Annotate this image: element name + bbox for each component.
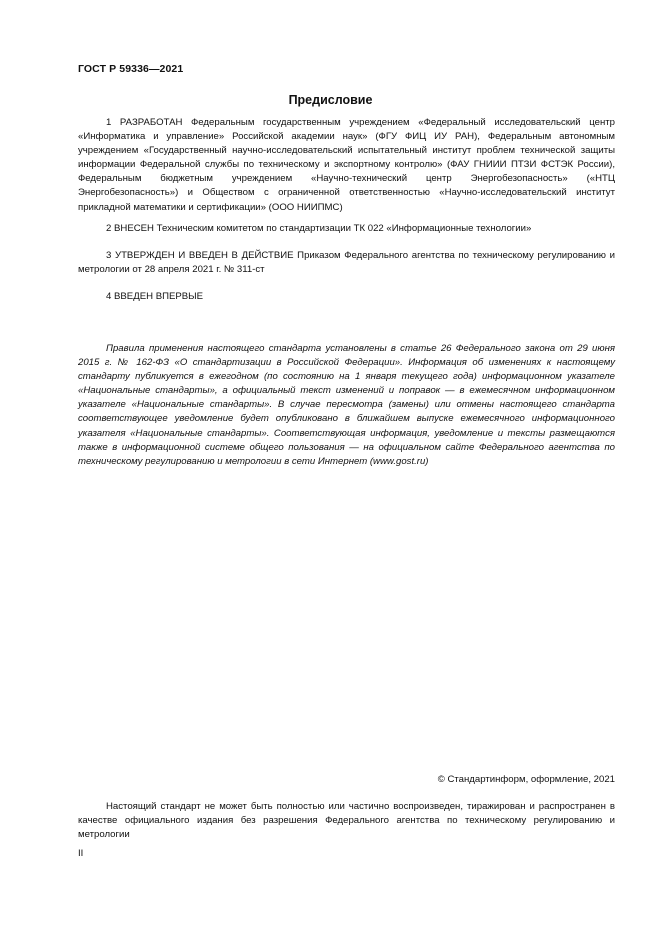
reprint-text: Настоящий стандарт не может быть полностью или частично воспроизведен, тиражирован и распространен в качестве официального издания без разрешения Федерального агентства по техническому регулированию и метрологии bbox=[78, 801, 615, 841]
foreword-paragraph-2 bbox=[78, 222, 615, 236]
paragraph-text: 2 ВНЕСЕН Техническим комитетом по стандартизации ТК 022 «Информационные технологии» bbox=[106, 223, 532, 234]
paragraph-text: 1 РАЗРАБОТАН Федеральным государственным учреждением «Федеральный исследовательский центр «Информатика и управление» Российской академии наук» (ФГУ ФИЦ ИУ РАН), Федеральным автономным учреждением «Государственный научно-исследовательский испытательный институт проблем технической защиты информации Федеральной службы по техническому и экспортному контролю» (ФАУ ГНИИИ ПТЗИ ФСТЭК России), Федеральным бюджетным учреждением «Научно-технический центр Энергобезопасность» («НТЦ Энергобезопасность») и Обществом с ограниченной ответственностью «Научно-исследовательский институт прикладной математики и сертификации» (ООО НИИПМС) bbox=[78, 117, 615, 213]
foreword-paragraph-4 bbox=[78, 290, 615, 304]
note-text: Правила применения настоящего стандарта установлены в статье 26 Федерального закона от 29 июня 2015 г. № 162-ФЗ «О стандартизации в Российской Федерации». Информация об изменениях к настоящему стандарту публикуется в ежегодном (по состоянию на 1 января текущего года) информационном указателе «Национальные стандарты», а официальный текст изменений и поправок — в ежемесячном информационном указателе «Национальные стандарты». В случае пересмотра (замены) или отмены настоящего стандарта соответствующее уведомление будет опубликовано в ближайшем выпуске ежемесячного информационного указателя «Национальные стандарты». Соответствующая информация, уведомление и тексты размещаются также в информационной системе общего пользования — на официальном сайте Федерального агентства по техническому регулированию и метрологии в сети Интернет (www.gost.ru) bbox=[78, 343, 615, 467]
paragraph-text: 4 ВВЕДЕН ВПЕРВЫЕ bbox=[106, 291, 204, 302]
copyright-line: © Стандартинформ, оформление, 2021 bbox=[437, 774, 615, 785]
reprint-notice bbox=[78, 800, 615, 842]
standard-application-note bbox=[78, 342, 615, 469]
page-title: Предисловие bbox=[288, 93, 373, 107]
page-number: II bbox=[78, 848, 84, 859]
foreword-paragraph-3 bbox=[78, 249, 615, 277]
document-code: ГОСТ Р 59336—2021 bbox=[78, 63, 184, 75]
paragraph-text: 3 УТВЕРЖДЕН И ВВЕДЕН В ДЕЙСТВИЕ Приказом Федерального агентства по техническому регулированию и метрологии от 28 апреля 2021 г. № 311-ст bbox=[78, 250, 615, 276]
foreword-paragraph-1 bbox=[78, 116, 615, 215]
